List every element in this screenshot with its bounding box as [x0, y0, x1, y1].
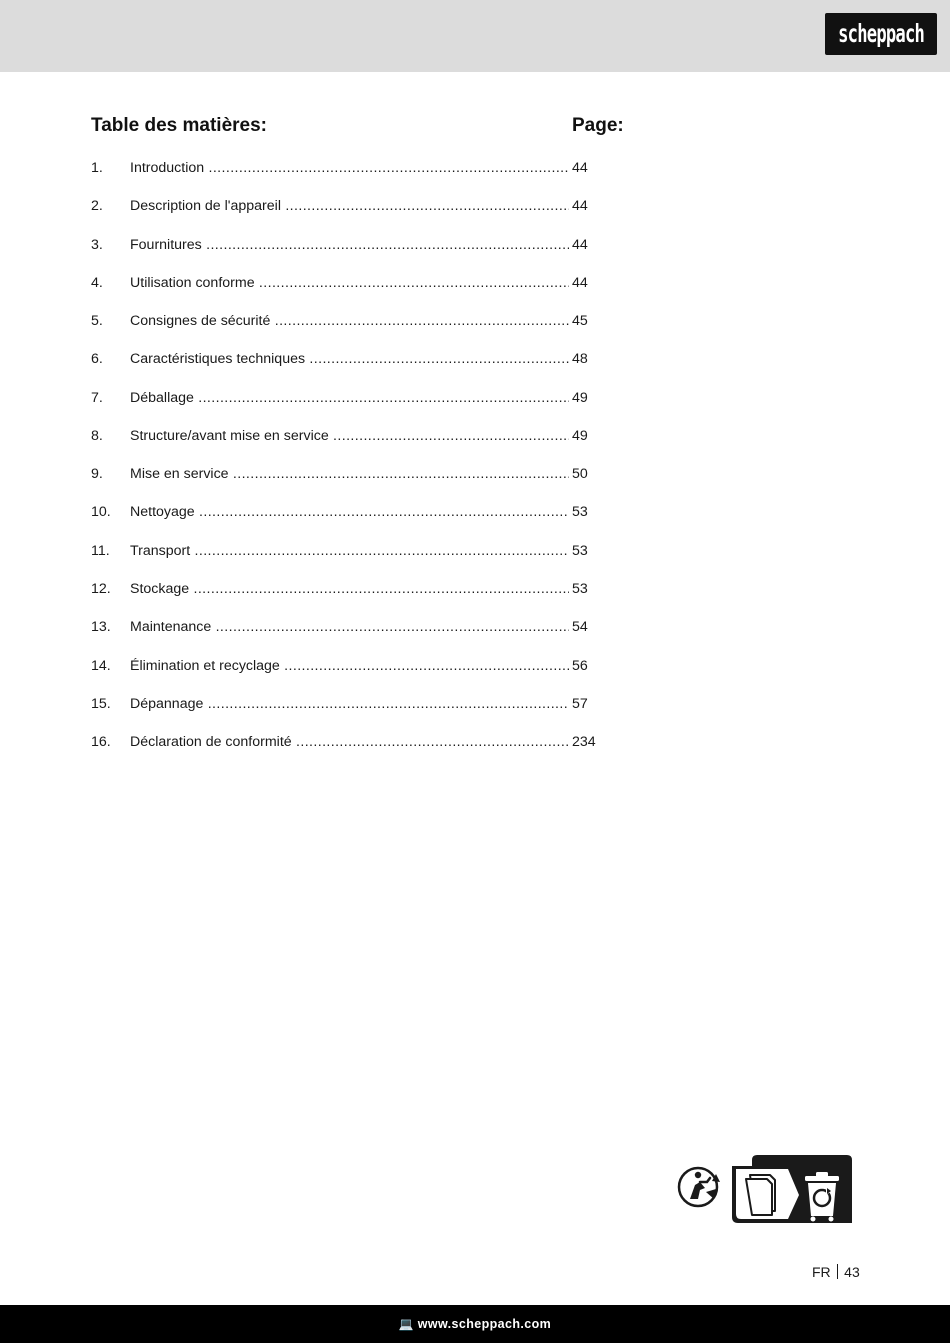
toc-entry-label: Transport ..... [130, 541, 569, 561]
page-reference [812, 1264, 860, 1280]
toc-page-number: 44 [572, 198, 588, 215]
toc-page-number: 53 [572, 580, 588, 597]
toc-page-number: 56 [572, 657, 588, 674]
toc-number: 11. [91, 542, 110, 559]
toc-entry-label: Fournitures ..... [130, 235, 569, 255]
toc-row[interactable] [91, 541, 631, 561]
toc-row[interactable] [91, 311, 631, 331]
laptop-icon: 💻 [398, 1317, 414, 1331]
toc-entry-label: Déclaration de conformité ..... [130, 732, 569, 752]
toc-row[interactable] [91, 235, 631, 255]
toc-row[interactable] [91, 579, 631, 599]
toc-row[interactable] [91, 694, 631, 714]
page-separator [837, 1264, 839, 1279]
toc-entry-label: Introduction ..... [130, 158, 569, 178]
toc-number: 6. [91, 351, 103, 368]
toc-page-number: 48 [572, 351, 588, 368]
toc-page-number: 49 [572, 427, 588, 444]
toc-page-number: 57 [572, 695, 588, 712]
header-band [0, 0, 950, 72]
toc-page-number: 44 [572, 160, 588, 176]
table-of-contents [91, 115, 631, 751]
toc-title: Table des matières: [91, 115, 268, 136]
paper-icon [746, 1175, 775, 1215]
toc-page-number: 53 [572, 542, 588, 559]
toc-number: 8. [91, 427, 103, 444]
toc-entry-label: Description de l'appareil ..... [130, 196, 569, 216]
toc-number: 16. [91, 734, 111, 751]
toc-entry-label: Utilisation conforme ..... [130, 273, 569, 293]
toc-entry-label: Consignes de sécurité ..... [130, 311, 569, 331]
toc-page-number: 53 [572, 504, 588, 521]
toc-number: 15. [91, 695, 111, 712]
page-number: 43 [844, 1264, 860, 1280]
toc-page-number: 44 [572, 274, 588, 291]
toc-number: 9. [91, 466, 103, 483]
recycling-info [676, 1152, 856, 1228]
toc-number: 10. [91, 504, 111, 521]
toc-row[interactable] [91, 617, 631, 637]
triman-icon [679, 1168, 720, 1206]
toc-page-number: 49 [572, 389, 588, 406]
toc-row[interactable] [91, 656, 631, 676]
toc-entry-label: Structure/avant mise en service ..... [130, 426, 569, 446]
toc-row[interactable] [91, 426, 631, 446]
toc-row[interactable] [91, 502, 631, 522]
toc-page-number: 54 [572, 619, 588, 636]
toc-number: 12. [91, 580, 111, 597]
toc-number: 7. [91, 389, 103, 406]
footer-bar [0, 1305, 950, 1343]
toc-page-number: 45 [572, 313, 588, 330]
toc-entry-label: Élimination et recyclage ..... [130, 656, 569, 676]
toc-row[interactable] [91, 273, 631, 293]
toc-number: 13. [91, 619, 111, 636]
toc-row[interactable] [91, 196, 631, 216]
toc-entry-label: Stockage ..... [130, 579, 569, 599]
toc-row[interactable] [91, 158, 631, 178]
toc-row[interactable] [91, 349, 631, 369]
recycling-country-label: FR [736, 1156, 748, 1166]
toc-entry-label: Mise en service ..... [130, 464, 569, 484]
toc-page-number: 234 [572, 734, 596, 751]
toc-row[interactable] [91, 464, 631, 484]
toc-entry-label: Maintenance ..... [130, 617, 569, 637]
toc-entry-label: Nettoyage ..... [130, 502, 569, 522]
toc-number: 14. [91, 657, 111, 674]
toc-row[interactable] [91, 732, 631, 752]
scheppach-logo [825, 13, 937, 55]
toc-number: 4. [91, 274, 103, 291]
toc-entry-label: Caractéristiques techniques ..... [130, 349, 569, 369]
toc-number: 5. [91, 313, 103, 330]
language-code: FR [812, 1264, 831, 1280]
toc-row[interactable] [91, 388, 631, 408]
toc-entry-label: Déballage ..... [130, 388, 569, 408]
logo-text: scheppach [838, 19, 924, 49]
toc-page-number: 44 [572, 236, 588, 253]
website-link[interactable]: www.scheppach.com [417, 1317, 552, 1331]
toc-number: 3. [91, 236, 103, 253]
toc-number: 1. [91, 160, 103, 176]
toc-page-number: 50 [572, 466, 588, 483]
toc-entry-label: Dépannage ..... [130, 694, 569, 714]
toc-number: 2. [91, 198, 103, 215]
toc-page-header: Page: [572, 115, 624, 136]
toc-header [91, 115, 631, 143]
